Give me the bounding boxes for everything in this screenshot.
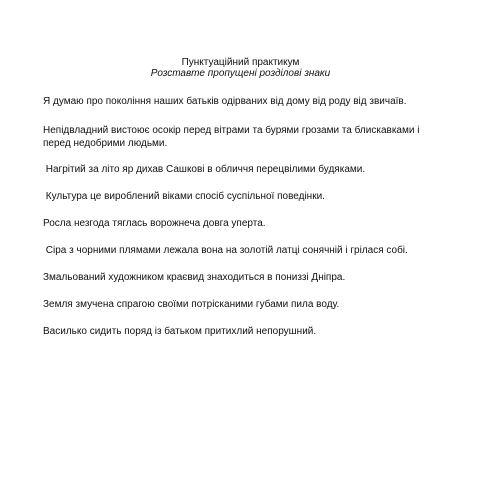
page-subtitle: Розставте пропущені розділові знаки: [150, 68, 331, 79]
sentence-9: Василько сидить поряд із батьком притихлий непорушний.: [43, 326, 317, 337]
sentence-5: Росла незгода тяглась ворожнеча довга уперта.: [43, 218, 266, 229]
page-title: Пунктуаційний практикум: [181, 57, 300, 68]
sentence-2: Непідвладний вистоює осокір перед вітрами та бурями грозами та блискавками і перед недобрими людьми.: [43, 125, 420, 149]
sentence-3: Нагрітий за літо яр дихав Сашкові в обличчя перецвілими будяками.: [43, 164, 366, 175]
sentence-6: Сіра з чорними плямами лежала вона на золотій латці сонячній і грілася собі.: [43, 245, 408, 256]
sentence-8: Земля змучена спрагою своїми потрісканими губами пила воду.: [43, 299, 340, 310]
sentence-4: Культура це вироблений віками спосіб суспільної поведінки.: [43, 191, 325, 202]
sentence-7: Змальований художником краєвид знаходиться в пониззі Дніпра.: [43, 272, 346, 283]
sentence-1: Я думаю про покоління наших батьків одірваних від дому від роду від звичаїв.: [43, 96, 407, 107]
